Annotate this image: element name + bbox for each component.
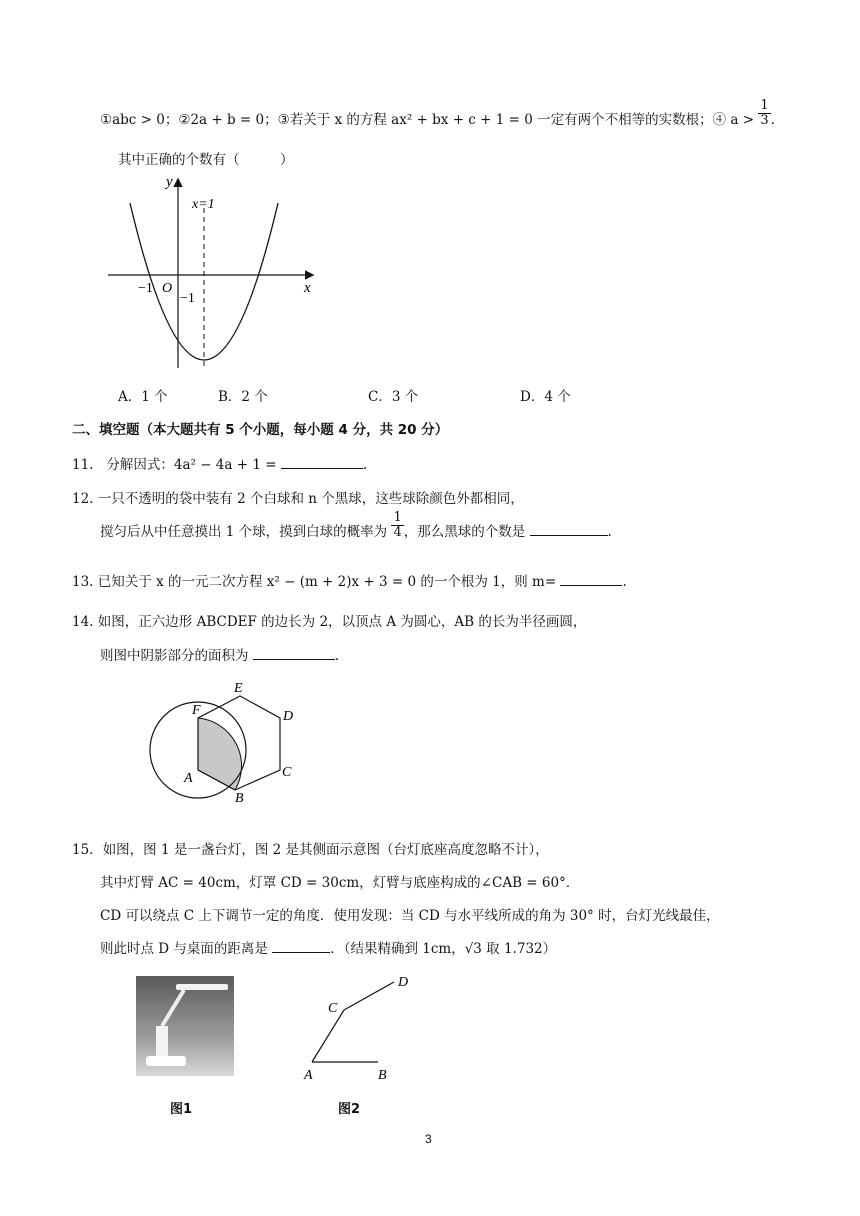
q13-answer-blank[interactable]: [560, 571, 622, 586]
lamp-base: [146, 1056, 186, 1066]
lamp-head: [176, 984, 228, 990]
q15-answer-blank[interactable]: [272, 938, 330, 953]
option-a: A．1 个: [118, 389, 168, 405]
q10-fraction: $\frac{1}{3}$: [760, 98, 769, 128]
lamp-side-diagram: [296, 970, 416, 1085]
question-11: 11. 分解因式：4a² − 4a + 1 = .: [72, 453, 367, 473]
question-14-line2: 则图中阴影部分的面积为 .: [100, 644, 339, 664]
y-axis-label: y: [166, 174, 173, 190]
section-heading: 二、填空题（本大题共有 5 个小题，每小题 4 分，共 20 分）: [72, 422, 449, 438]
neg-one-y-label: −1: [180, 291, 195, 306]
label-a: A: [184, 771, 193, 786]
neg-one-x-label: −1: [138, 281, 153, 296]
x-axis-label: x: [304, 280, 311, 296]
label-b: B: [235, 791, 244, 806]
label-e: E: [234, 681, 243, 696]
symmetry-label: x=1: [192, 197, 215, 212]
label-c: C: [282, 765, 292, 780]
figure-2-caption: 图2: [338, 1102, 361, 1117]
lamp-stem: [156, 1026, 168, 1056]
question-15-line3: CD 可以绕点 C 上下调节一定的角度．使用发现：当 CD 与水平线所成的角为 30° 时，台灯光线最佳，: [100, 908, 720, 924]
segment-ac: [312, 1010, 344, 1062]
q10-prompt: 其中正确的个数有（ ）: [118, 152, 294, 168]
page-number: 3: [425, 1132, 432, 1146]
fig2-label-d: D: [398, 975, 409, 990]
origin-label: O: [162, 281, 173, 296]
question-15-line4: 则此时点 D 与桌面的距离是 ．（结果精确到 1cm，√3 取 1.732）: [100, 937, 556, 957]
figure-1-caption: 图1: [170, 1102, 193, 1117]
q14-answer-blank[interactable]: [253, 645, 335, 660]
question-12-line2: 搅匀后从中任意摸出 1 个球，摸到白球的概率为 $\frac{1}{4}$ ，那么黑球的个数是 .: [100, 510, 612, 540]
label-d: D: [283, 709, 294, 724]
hexagon-figure: [140, 676, 320, 816]
lamp-photo: [136, 976, 234, 1076]
question-13: 13. 已知关于 x 的一元二次方程 x² − (m + 2)x + 3 = 0 的一个根为 1，则 m= .: [72, 570, 627, 590]
option-b: B．2 个: [218, 389, 268, 405]
question-12-line1: 12. 一只不透明的袋中装有 2 个白球和 n 个黑球，这些球除颜色外都相同，: [72, 491, 524, 507]
fig2-label-b: B: [378, 1068, 387, 1083]
question-15-line2: 其中灯臂 AC = 40cm，灯罩 CD = 30cm，灯臂与底座构成的∠CAB = 60°．: [100, 875, 580, 891]
shaded-region: [198, 718, 242, 790]
parabola-graph: [100, 168, 330, 378]
question-14-line1: 14. 如图，正六边形 ABCDEF 的边长为 2，以顶点 A 为圆心，AB 的长为半径画圆，: [72, 614, 587, 630]
fig2-label-a: A: [304, 1068, 313, 1083]
option-d: D．4 个: [520, 389, 571, 405]
q12-fraction: $\frac{1}{4}$: [393, 510, 402, 540]
segment-cd: [344, 982, 394, 1010]
q12-answer-blank[interactable]: [530, 521, 608, 536]
label-f: F: [192, 703, 201, 718]
question-15-line1: 15．如图，图 1 是一盏台灯，图 2 是其侧面示意图（台灯底座高度忽略不计），: [72, 842, 549, 858]
fig2-label-c: C: [328, 1001, 338, 1016]
q11-answer-blank[interactable]: [281, 454, 363, 469]
q10-statements: ①abc > 0；②2a + b = 0；③若关于 x 的方程 ax² + bx + c + 1 = 0 一定有两个不相等的实数根；④ a > $\frac{1}{3}$ .: [100, 98, 775, 128]
option-c: C．3 个: [368, 389, 419, 405]
